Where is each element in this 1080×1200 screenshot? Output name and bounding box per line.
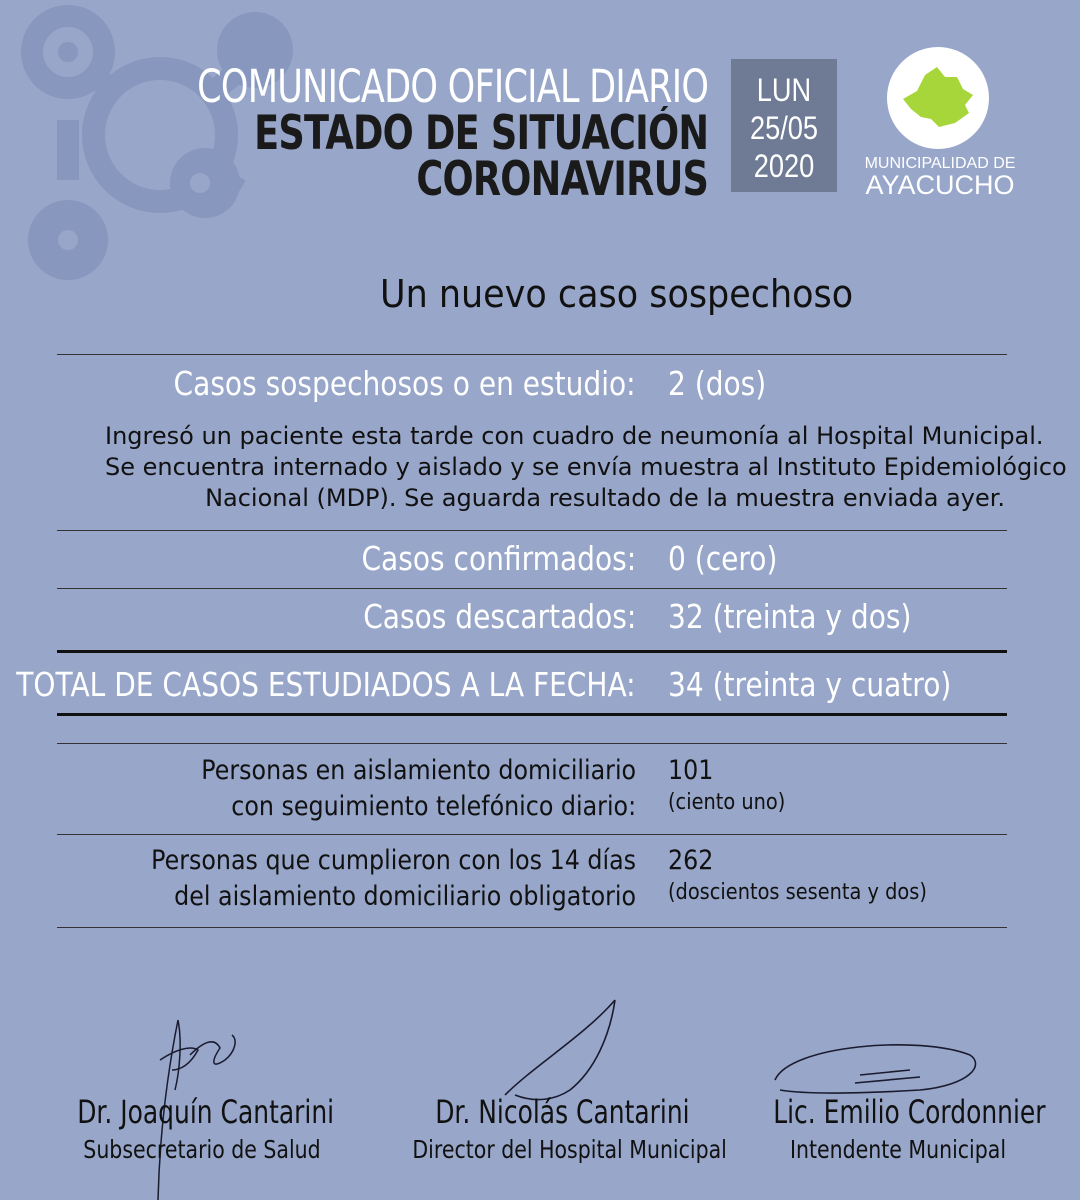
home-isolation-label-line2: con seguimiento telefónico diario: <box>231 791 636 822</box>
divider <box>57 743 1007 744</box>
confirmed-cases-value: 0 (cero) <box>668 539 778 578</box>
signature-1-name: Dr. Joaquín Cantarini <box>77 1093 335 1131</box>
signature-3-name: Lic. Emilio Cordonnier <box>773 1093 1046 1131</box>
date-day: LUN <box>756 72 812 108</box>
home-isolation-label <box>201 753 636 825</box>
confirmed-cases-label: Casos confirmados: <box>361 539 636 578</box>
divider <box>57 588 1007 589</box>
signature-2-scribble <box>495 995 625 1105</box>
suspected-cases-label: Casos sospechosos o en estudio: <box>173 364 636 403</box>
divider <box>57 834 1007 835</box>
signature-2-role: Director del Hospital Municipal <box>412 1135 727 1164</box>
total-cases-value: 34 (treinta y cuatro) <box>668 665 952 704</box>
home-isolation-words: (ciento uno) <box>668 790 786 815</box>
note-line: Nacional (MDP). Se aguarda resultado de la muestra enviada ayer. <box>205 484 1005 512</box>
header-title-line2: ESTADO DE SITUACIÓN <box>253 106 708 161</box>
ayacucho-map-icon <box>887 47 989 149</box>
header-title-line1: COMUNICADO OFICIAL DIARIO <box>196 60 708 113</box>
divider <box>57 530 1007 531</box>
header-title-line3: CORONAVIRUS <box>416 152 708 207</box>
signature-2-name: Dr. Nicolás Cantarini <box>435 1093 690 1131</box>
suspected-cases-value: 2 (dos) <box>668 364 767 403</box>
logo-text-municipalidad: MUNICIPALIDAD DE <box>864 155 1016 172</box>
logo-text-ayacucho: AYACUCHO <box>865 170 1015 200</box>
divider-thick <box>57 650 1007 653</box>
completed-isolation-label <box>151 843 636 915</box>
date-year: 2020 <box>753 148 815 184</box>
completed-isolation-label-line1: Personas que cumplieron con los 14 días <box>151 845 636 876</box>
discarded-cases-value: 32 (treinta y dos) <box>668 597 912 636</box>
divider <box>57 927 1007 928</box>
home-isolation-number: 101 <box>668 755 714 786</box>
divider-thick <box>57 713 1007 716</box>
date-box <box>731 59 837 192</box>
signature-1-role: Subsecretario de Salud <box>83 1135 321 1164</box>
completed-isolation-number: 262 <box>668 845 714 876</box>
suspected-cases-note <box>105 421 1067 514</box>
date-date: 25/05 <box>749 110 819 146</box>
discarded-cases-label: Casos descartados: <box>362 597 636 636</box>
note-line: Se encuentra internado y aislado y se envía muestra al Instituto Epidemiológico <box>105 453 1067 481</box>
total-cases-label: TOTAL DE CASOS ESTUDIADOS A LA FECHA: <box>16 665 636 704</box>
note-line: Ingresó un paciente esta tarde con cuadro de neumonía al Hospital Municipal. <box>105 422 1044 450</box>
divider <box>57 354 1007 355</box>
headline: Un nuevo caso sospechoso <box>380 272 854 316</box>
signature-3-role: Intendente Municipal <box>789 1135 1007 1164</box>
signature-3-scribble <box>770 1035 985 1100</box>
municipality-logo <box>887 47 989 149</box>
completed-isolation-label-line2: del aislamiento domiciliario obligatorio <box>174 881 636 912</box>
home-isolation-label-line1: Personas en aislamiento domiciliario <box>201 755 636 786</box>
completed-isolation-words: (doscientos sesenta y dos) <box>668 880 927 905</box>
